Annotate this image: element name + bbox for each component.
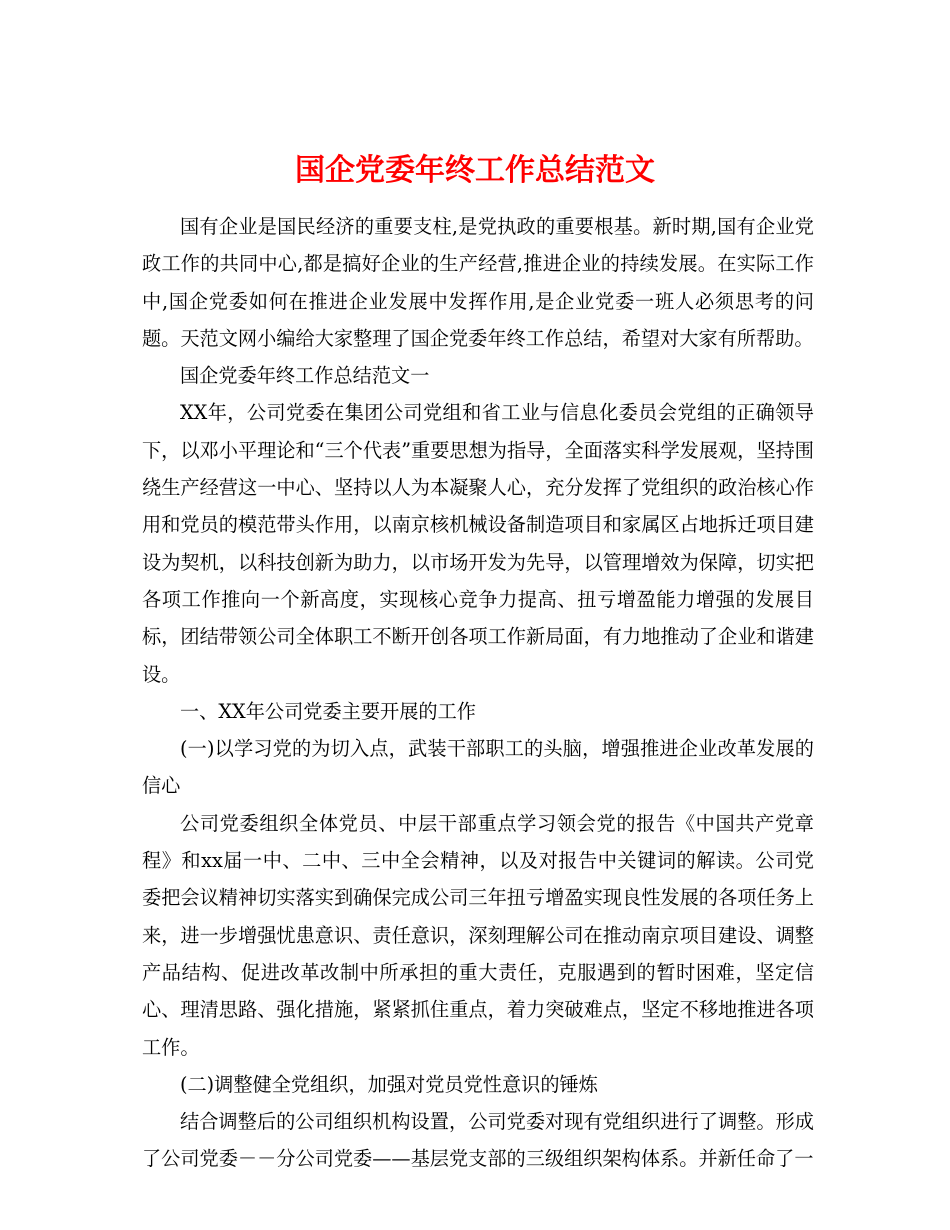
paragraph-study: 公司党委组织全体党员、中层干部重点学习领会党的报告《中国共产党章程》和xx届一中、二中、三中全会精神，以及对报告中关键词的解读。公司党委把会议精神切实落实到确保完成公司三年扭亏增盈实现良性发展的各项任务上来，进一步增强忧患意识、责任意识，深刻理解公司在推动南京项目建设、调整产品结构、促进改革改制中所承担的重大责任，克服遇到的暂时困难，坚定信心、理清思路、强化措施，紧紧抓住重点，着力突破难点，坚定不移地推进各项工作。	[142, 811, 814, 1059]
document-body	[142, 208, 814, 1178]
section-heading: 一、XX年公司党委主要开展的工作	[180, 699, 476, 723]
paragraph-subtitle: 国企党委年终工作总结范文一	[180, 364, 430, 388]
document-title: 国企党委年终工作总结范文	[295, 153, 655, 189]
paragraph-intro: 国有企业是国民经济的重要支柱,是党执政的重要根基。新时期,国有企业党政工作的共同中心,都是搞好企业的生产经营,推进企业的持续发展。在实际工作中,国企党委如何在推进企业发展中发挥作用,是企业党委一班人必须思考的问题。天范文网小编给大家整理了国企党委年终工作总结，希望对大家有所帮助。	[142, 215, 814, 350]
paragraph-organization: 结合调整后的公司组织机构设置，公司党委对现有党组织进行了调整。形成了公司党委－－分公司党委——基层党支部的三级组织架构体系。并新任命了一	[142, 1110, 814, 1171]
subsection-heading-2: (二)调整健全党组织，加强对党员党性意识的锤炼	[180, 1072, 598, 1096]
subsection-heading-1: (一)以学习党的为切入点，武装干部职工的头脑，增强推进企业改革发展的信心	[142, 737, 814, 798]
paragraph-overview: XX年，公司党委在集团公司党组和省工业与信息化委员会党组的正确领导下，以邓小平理论和“三个代表”重要思想为指导，全面落实科学发展观，坚持围绕生产经营这一中心、坚持以人为本凝聚人心，充分发挥了党组织的政治核心作用和党员的模范带头作用，以南京核机械设备制造项目和家属区占地拆迁项目建设为契机，以科技创新为助力，以市场开发为先导，以管理增效为保障，切实把各项工作推向一个新高度，实现核心竞争力提高、扭亏增盈能力增强的发展目标，团结带领公司全体职工不断开创各项工作新局面，有力地推动了企业和谐建设。	[142, 401, 814, 686]
